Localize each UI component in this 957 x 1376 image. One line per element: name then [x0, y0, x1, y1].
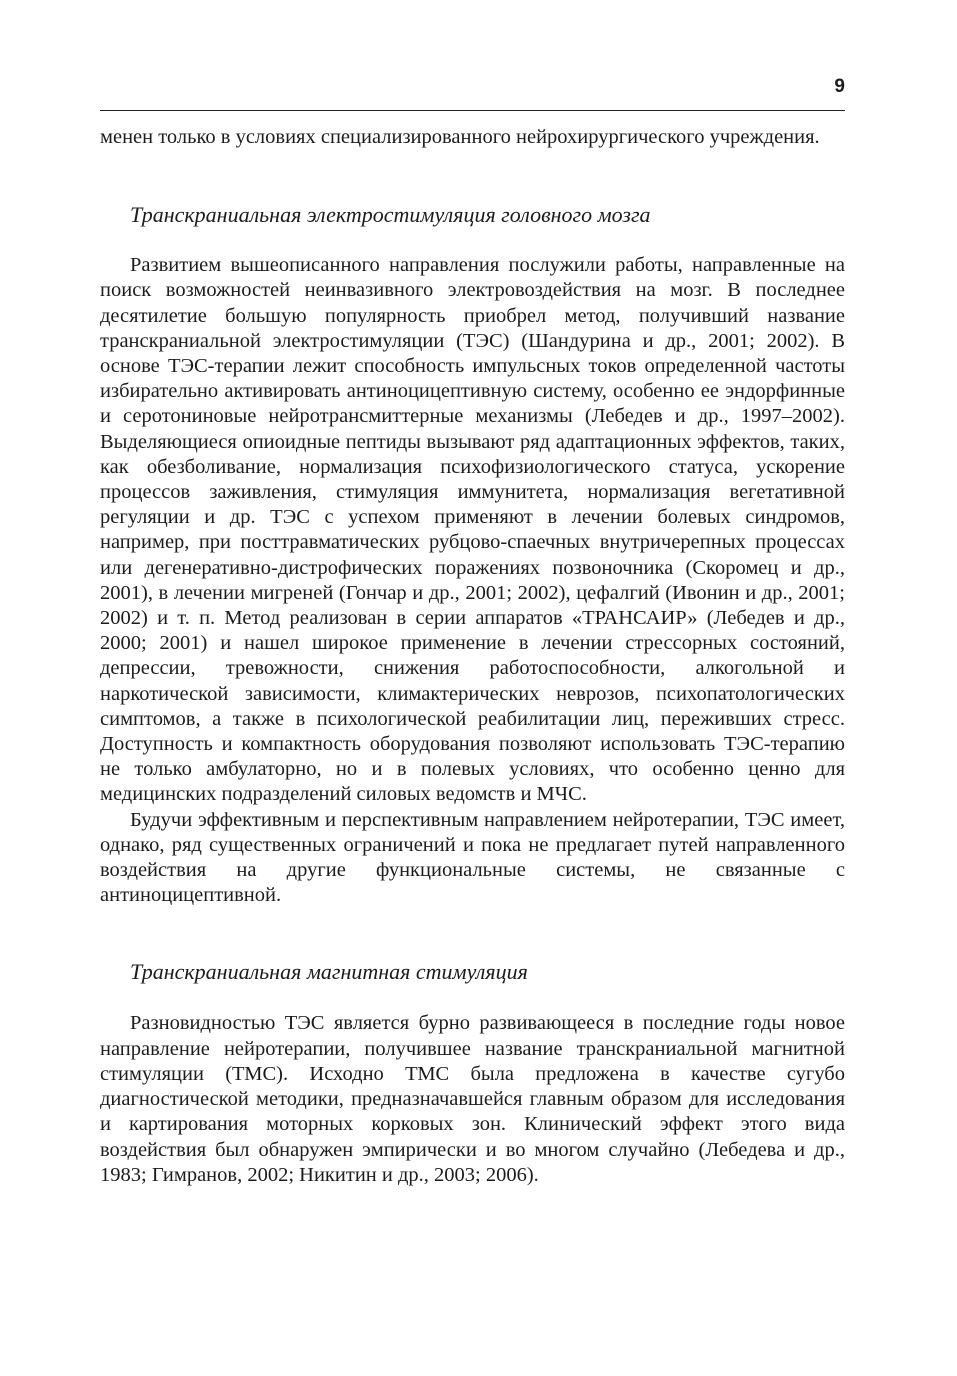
continuation-paragraph: менен только в условиях специализированного нейрохирургического учреждения.	[100, 126, 820, 148]
book-page	[100, 72, 845, 1188]
page-body	[100, 125, 845, 1188]
paragraph-tms-1: Разновидностью ТЭС является бурно развивающееся в последние годы новое направление нейротерапии, получившее название транскраниальной магнитной стимуляции (ТМС). Исходно ТМС была предложена в качестве сугубо диагностической методики, предназначавшейся главным образом для исследования и картирования моторных корковых зон. Клинический эффект этого вида воздействия был обнаружен эмпирически и во многом случайно (Лебедева и др., 1983; Гимранов, 2002; Никитин и др., 2003; 2006).	[100, 1012, 845, 1186]
page-number: 9	[834, 76, 845, 97]
section-heading-tms: Транскраниальная магнитная стимуляция	[130, 959, 528, 985]
paragraph-tes-2: Будучи эффективным и перспективным направлением нейротерапии, ТЭС имеет, однако, ряд существенных ограничений и пока не предлагает путей направленного воздействия на другие функциональные системы, не связанные с антиноцицептивной.	[100, 808, 845, 907]
running-header	[100, 72, 845, 111]
section-heading-tes: Транскраниальная электростимуляция головного мозга	[130, 202, 651, 228]
paragraph-tes-1: Развитием вышеописанного направления послужили работы, направленные на поиск возможностей неинвазивного электровоздействия на мозг. В последнее десятилетие большую популярность приобрел метод, получивший название транскраниальной электростимуляции (ТЭС) (Шандурина и др., 2001; 2002). В основе ТЭС-терапии лежит способность импульсных токов определенной частоты избирательно активировать антиноцицептивную систему, особенно ее эндорфинные и серотониновые нейротрансмиттерные механизмы (Лебедев и др., 1997–2002). Выделяющиеся опиоидные пептиды вызывают ряд адаптационных эффектов, таких, как обезболивание, нормализация психофизиологического статуса, ускорение процессов заживления, стимуляция иммунитета, нормализация вегетативной регуляции и др. ТЭС с успехом применяют в лечении болевых синдромов, например, при посттравматических рубцово-спаечных внутричерепных процессах или дегенеративно-дистрофических поражениях позвоночника (Скоромец и др., 2001), в лечении мигреней (Гончар и др., 2001; 2002), цефалгий (Ивонин и др., 2001; 2002) и т. п. Метод реализован в серии аппаратов «ТРАНСАИР» (Лебедев и др., 2000; 2001) и нашел широкое применение в лечении стрессорных состояний, депрессии, тревожности, снижения работоспособности, алкогольной и наркотической зависимости, климактерических неврозов, психопатологических симптомов, а также в психологической реабилитации лиц, переживших стресс. Доступность и компактность оборудования позволяют использовать ТЭС-терапию не только амбулаторно, но и в полевых условиях, что особенно ценно для медицинских подразделений силовых ведомств и МЧС.	[100, 254, 845, 806]
